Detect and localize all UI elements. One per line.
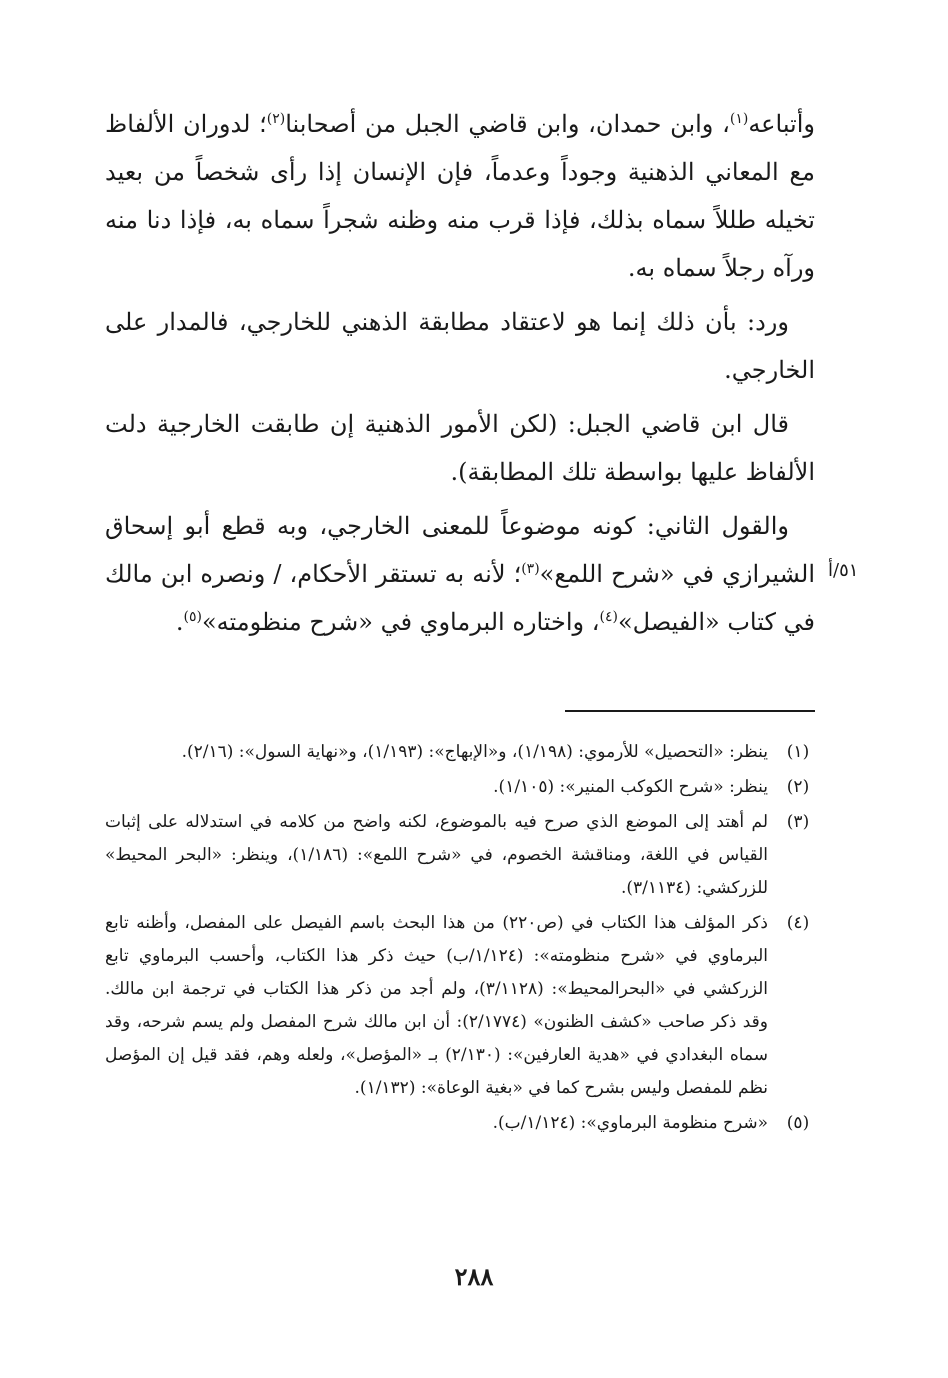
footnote-text: ينظر: «التحصيل» للأرموي: (١/١٩٨)، و«الإبهاج»: (١/١٩٣)، و«نهاية السول»: (٢/١٦).: [181, 742, 768, 762]
footnote-item: [105, 736, 820, 769]
text-run: ، واختاره البرماوي في «شرح منظومته»: [201, 608, 600, 636]
text-run: والقول الثاني: كونه موضوعاً للمعنى الخارجي، وبه قطع أبو إسحاق الشيرازي في «شرح اللمع»: [105, 512, 815, 588]
footnote-number: (٤): [786, 913, 810, 933]
paragraph-2: ورد: بأن ذلك إنما هو لاعتقاد مطابقة الذهني للخارجي، فالمدار على الخارجي.: [105, 308, 815, 384]
footnote-separator: [565, 710, 815, 712]
footnote-number: (٣): [786, 812, 810, 832]
page-number: ٢٨٨: [454, 1262, 494, 1291]
footnote-number: (١): [786, 742, 810, 762]
text-run: وأتباعه: [748, 110, 815, 138]
footnote-item: [105, 806, 820, 905]
text-run: ؛ لأنه به تستقر الأحكام، / ونصره ابن مالك في كتاب «الفيصل»: [105, 560, 815, 636]
footnote-text: ينظر: «شرح الكوكب المنير»: (١/١٠٥).: [493, 777, 768, 797]
footnote-number: (٢): [786, 777, 810, 797]
footnote-text: ذكر المؤلف هذا الكتاب في (ص٢٢٠) من هذا البحث باسم الفيصل على المفصل، وأظنه تابع البرماوي في «شرح منظومته»: (١/١٢٤/ب) حيث ذكر هذا الكتاب، وأحسب البرماوي تابع الزركشي في «البحرالمحيط»: (٣/١١٢٨)، ولم أجد من ذكر هذا الكتاب في ترجمة ابن مالك. وقد ذكر صاحب «كشف الظنون» (٢/١٧٧٤): أن ابن مالك شرح المفصل ولم يسم شرحه، وقد سماه البغدادي في «هدية العارفين»: (٢/١٣٠) بـ «المؤصل»، ولعله وهم، فقد قيل إن المؤصل نظم للمفصل وليس بشرح كما في «بغية الوعاة»: (١/١٣٢).: [105, 913, 768, 1098]
footnote-item: [105, 907, 820, 1105]
footnote-text: لم أهتد إلى الموضع الذي صرح فيه بالموضوع، لكنه واضح من كلامه في استدلاله على إثبات القياس في اللغة، ومناقشة الخصوم، في «شرح اللمع»: (١/١٨٦)، وينظر: «البحر المحيط» للزركشي: (٣/١١٣٤).: [105, 812, 768, 898]
footnote-ref-1[interactable]: (١): [729, 111, 749, 127]
paragraph-1: [105, 100, 815, 292]
footnotes: [105, 736, 820, 1142]
paragraph-4: [105, 502, 815, 646]
text-run: .: [175, 608, 184, 636]
footnote-number: (٥): [786, 1113, 810, 1133]
manuscript-folio-marker: ٥١/أ: [828, 560, 859, 581]
footnote-ref-3[interactable]: (٣): [521, 561, 540, 577]
text-run: ، وابن حمدان، وابن قاضي الجبل من أصحابنا: [285, 110, 730, 138]
footnote-ref-4[interactable]: (٤): [599, 609, 618, 625]
footnote-item: [105, 1107, 820, 1140]
main-text: [105, 100, 815, 652]
paragraph-3: قال ابن قاضي الجبل: (لكن الأمور الذهنية إن طابقت الخارجية دلت الألفاظ عليها بواسطة تلك المطابقة).: [105, 410, 815, 486]
footnote-ref-2[interactable]: (٢): [266, 111, 286, 127]
footnote-item: [105, 771, 820, 804]
footnote-text: «شرح منظومة البرماوي»: (١/١٢٤/ب).: [492, 1113, 768, 1133]
text-run: ؛ لدوران الألفاظ مع المعاني الذهنية وجوداً وعدماً، فإن الإنسان إذا رأى شخصاً من بعيد تخيله طللاً سماه بذلك، فإذا قرب منه وظنه شجراً سماه به، فإذا دنا منه ورآه رجلاً سماه به.: [105, 110, 815, 282]
footnote-ref-5[interactable]: (٥): [183, 609, 202, 625]
